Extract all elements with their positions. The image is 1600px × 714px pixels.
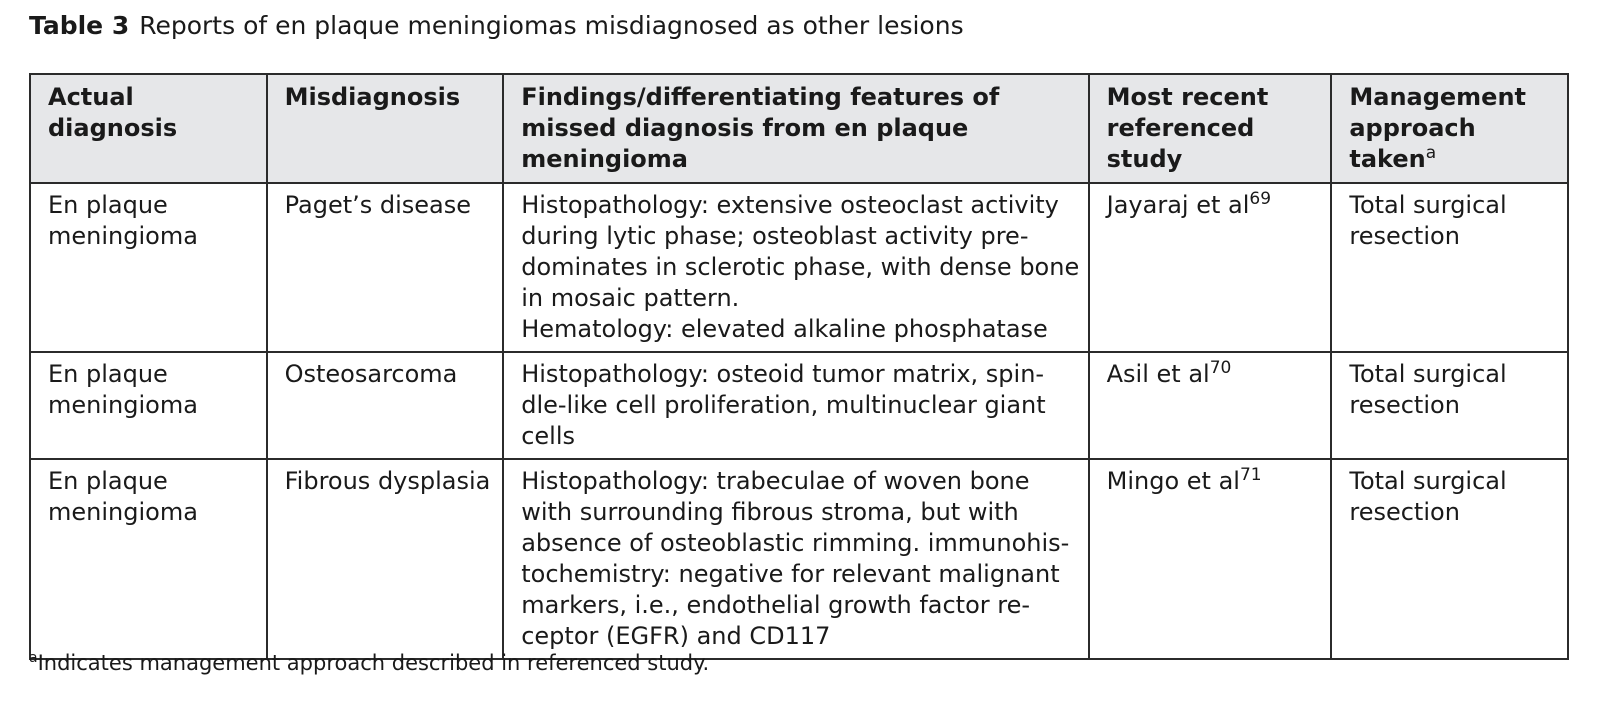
cell-management: Total surgical resection [1331, 183, 1568, 352]
cell-findings: Histopathology: osteoid tumor matrix, spin-dle-like cell proliferation, multinuclear giant cells [503, 352, 1088, 459]
study-citation: Mingo et al [1106, 467, 1240, 495]
cell-findings: Histopathology: extensive osteoclast activity during lytic phase; osteoblast activity pre-dominates in sclerotic phase, with dense bone in mosaic pattern. Hematology: elevated alkaline phosphatase [503, 183, 1088, 352]
header-management [1331, 74, 1568, 183]
cell-study [1089, 183, 1332, 352]
cell-misdiagnosis: Paget’s disease [267, 183, 504, 352]
table-row [30, 183, 1568, 352]
cell-findings: Histopathology: trabeculae of woven bone with surrounding fibrous stroma, but with absence of osteoblastic rimming. immunohis-tochemistry: negative for relevant malignant markers, i.e., endothelial growth factor re-ceptor (EGFR) and CD117 [503, 459, 1088, 659]
data-table [29, 73, 1569, 660]
cell-misdiagnosis: Osteosarcoma [267, 352, 504, 459]
footnote-text: Indicates management approach described in referenced study. [37, 651, 710, 675]
reference-number: 69 [1249, 189, 1272, 209]
header-management-footnote-marker: a [1425, 143, 1437, 163]
table-footnote [29, 648, 709, 678]
study-citation: Asil et al [1106, 360, 1210, 388]
cell-study [1089, 352, 1332, 459]
cell-actual-diagnosis: En plaque meningioma [30, 352, 267, 459]
cell-misdiagnosis: Fibrous dysplasia [267, 459, 504, 659]
header-study: Most recent referenced study [1089, 74, 1332, 183]
header-management-label: Management approach taken [1349, 83, 1527, 173]
footnote-marker: a [29, 650, 38, 666]
table-row [30, 352, 1568, 459]
cell-management: Total surgical resection [1331, 459, 1568, 659]
reference-number: 70 [1209, 358, 1232, 378]
table-label: Table 3 [29, 11, 130, 40]
cell-actual-diagnosis: En plaque meningioma [30, 183, 267, 352]
reference-number: 71 [1239, 465, 1262, 485]
cell-study [1089, 459, 1332, 659]
cell-actual-diagnosis: En plaque meningioma [30, 459, 267, 659]
header-findings: Findings/differentiating features of missed diagnosis from en plaque meningioma [503, 74, 1088, 183]
header-row [30, 74, 1568, 183]
header-misdiagnosis: Misdiagnosis [267, 74, 504, 183]
study-citation: Jayaraj et al [1106, 191, 1250, 219]
table-caption [29, 10, 964, 42]
header-actual-diagnosis: Actual diagnosis [30, 74, 267, 183]
table-row [30, 459, 1568, 659]
table-title: Reports of en plaque meningiomas misdiagnosed as other lesions [139, 11, 964, 40]
cell-management: Total surgical resection [1331, 352, 1568, 459]
